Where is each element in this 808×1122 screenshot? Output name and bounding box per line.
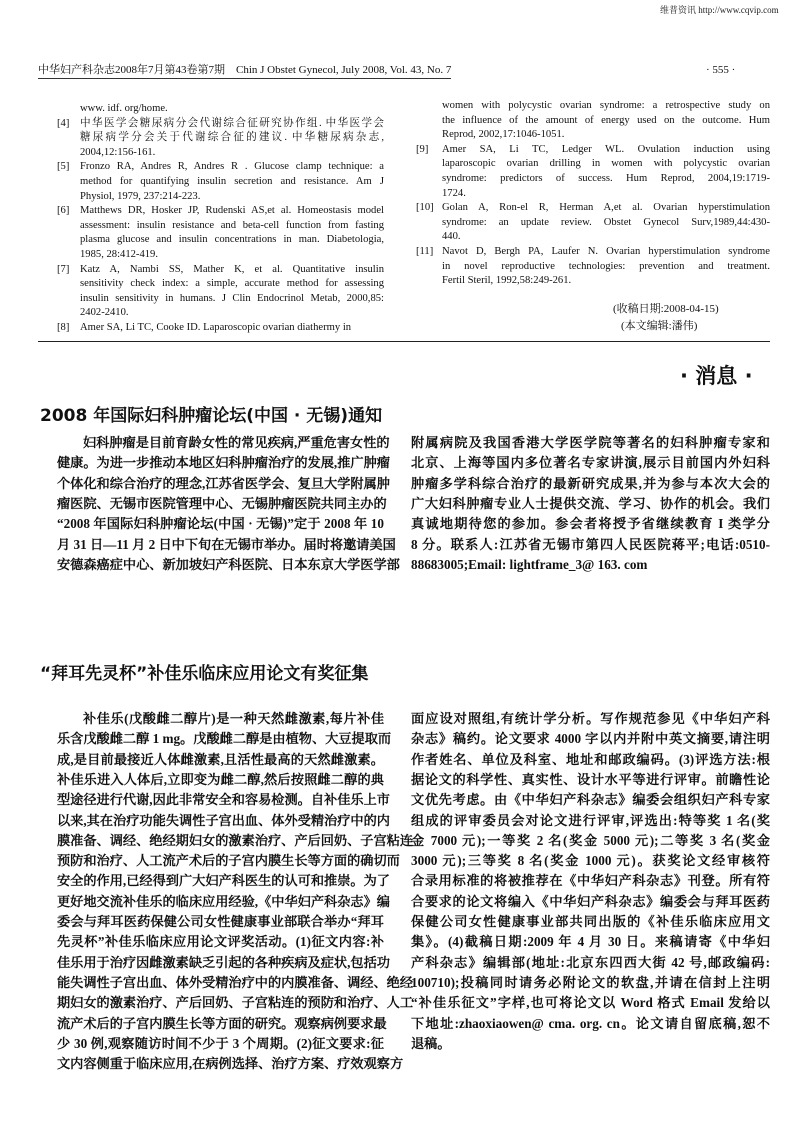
- reference-line: Physiol, 1979, 237:214-223.: [80, 190, 201, 202]
- paragraph-line: 附属病院及我国香港大学医学院等著名的妇科肿瘤专家和: [411, 435, 770, 450]
- paragraph-line: 保健公司女性健康事业部共同出版的《补佳乐临床应用文: [411, 914, 770, 929]
- paragraph-line: 3000 元);三等奖 8 名(奖金 1000 元)。获奖论文经审核符: [411, 853, 770, 869]
- paragraph-line: 膜准备、调经、绝经期妇女的激素治疗、产后回奶、子宫粘连: [57, 832, 414, 848]
- paragraph-line: 能失调性子宫出血、体外受精治疗中的内膜准备、调经、绝经: [57, 974, 414, 990]
- watermark: 维普资讯 http://www.cqvip.com: [660, 5, 779, 15]
- reference-line: Navot D, Bergh PA, Laufer N. Ovarian hyperstimulation syndrome: [442, 246, 770, 257]
- paragraph-line: 杂志》稿约。论文要求 4000 字以内并附中英文摘要,请注明: [411, 731, 770, 747]
- paragraph-line: 瘤医院、无锡市医院管理中心、无锡肿瘤医院共同主办的: [57, 495, 387, 511]
- paragraph-line: 补佳乐(戊酸雌二醇片)是一种天然雌激素,每片补佳: [83, 711, 384, 726]
- paragraph-line: 安全的作用,已经得到广大妇产科医生的认可和推崇。为了: [57, 873, 390, 889]
- paragraph-line: 期妇女的激素治疗、产后回奶、子宫粘连的预防和治疗、人工: [57, 995, 414, 1011]
- paragraph-line: 作者姓名、单位及科室、地址和邮政编码。(3)评选方法:根: [411, 751, 770, 767]
- paragraph-line: 以来,其在治疗功能失调性子宫出血、体外受精治疗中的内: [57, 812, 390, 828]
- reference-line: www. idf. org/home.: [80, 103, 168, 114]
- reference-line: 2004,12:156-161.: [80, 146, 156, 158]
- reference-line: assessment: insulin resistance and beta-cell function from fasting: [80, 219, 384, 231]
- paragraph-line: 金 7000 元);一等奖 2 名(奖金 5000 元);二等奖 3 名(奖金: [411, 832, 770, 848]
- paragraph-line: 肿瘤多学科综合治疗的最新研究成果,并为参与本次大会的: [411, 475, 770, 491]
- paragraph-line: 面应设对照组,有统计学分析。写作规范参见《中华妇产科: [411, 711, 770, 726]
- notice2-title: “拜耳先灵杯”补佳乐临床应用论文有奖征集: [40, 664, 369, 684]
- paragraph-line: 先灵杯”补佳乐临床应用论文评奖活动。(1)征文内容:补: [57, 934, 384, 950]
- reference-line: sensitivity check index: a simple, accurate method for assessing: [80, 278, 384, 290]
- reference-line: Reprod, 2002,17:1046-1051.: [442, 129, 565, 141]
- paragraph-line: 8 分。联系人:江苏省无锡市第四人民医院蒋平;电话:0510-: [411, 536, 770, 552]
- reference-number: [9]: [416, 143, 429, 155]
- paragraph-line: 乐含戊酸雌二醇 1 mg。戊酸雌二醇是由植物、大豆提取而: [57, 731, 392, 747]
- paragraph-line: 月 31 日—11 月 2 日中下旬在无锡市举办。届时将邀请美国: [57, 536, 396, 552]
- reference-number: [7]: [57, 263, 70, 275]
- paragraph-line: 补佳乐进入人体后,立即变为雌二醇,然后按照雌二醇的典: [57, 771, 384, 787]
- paragraph-line: 健康。为进一步推动本地区妇科肿瘤治疗的发展,推广肿瘤: [57, 455, 390, 471]
- editor-credit: (本文编辑:潘伟): [621, 320, 698, 332]
- paragraph-line: 少 30 例,观察随访时间不少于 3 个周期。(2)征文要求:征: [57, 1035, 384, 1051]
- paragraph-line: “2008 年国际妇科肿瘤论坛(中国 · 无锡)”定于 2008 年 10: [57, 516, 384, 532]
- reference-line: the influence of the amount of energy used on the outcome. Hum: [442, 114, 770, 126]
- paragraph-line: 文内容侧重于临床应用,在病例选择、治疗方案、疗效观察方: [57, 1056, 404, 1072]
- paragraph-line: 成,是目前最接近人体雌激素,且活性最高的天然雌激素。: [57, 751, 384, 767]
- paragraph-line: 个体化和综合治疗的理念,江苏省医学会、复旦大学附属肿: [57, 475, 390, 491]
- reference-line: Fertil Steril, 1992,58:249-261.: [442, 275, 572, 287]
- notice1-title: 2008 年国际妇科肿瘤论坛(中国 · 无锡)通知: [40, 406, 383, 426]
- paragraph-line: 100710);投稿同时请务必附论文的软盘,并请在信封上注明: [411, 974, 770, 990]
- reference-number: [11]: [416, 246, 434, 257]
- section-divider: [38, 341, 770, 342]
- reference-line: 中华医学会糖尿病分会代谢综合征研究协作组. 中华医学会: [80, 117, 384, 129]
- paragraph-line: 广大妇科肿瘤专业人士提供交流、学习、协作的机会。我们: [411, 495, 770, 511]
- paragraph-line: 据论文的科学性、真实性、设计水平等进行评审。前瞻性论: [411, 771, 770, 787]
- reference-line: laparoscopic ovarian drilling in women with polycystic ovarian: [442, 158, 770, 170]
- section-label-news: · 消息 ·: [680, 364, 753, 388]
- reference-line: in novel reproductive technologies: prevention and treatment.: [442, 260, 770, 272]
- paragraph-line: 北京、上海等国内多位著名专家讲演,展示目前国内外妇科: [411, 455, 770, 471]
- reference-line: syndrome: an update review. Obstet Gynecol Surv,1989,44:430-: [442, 216, 770, 228]
- reference-line: Matthews DR, Hosker JP, Rudenski AS,et al. Homeostasis model: [80, 205, 384, 217]
- paragraph-line: 委会与拜耳医药保健公司女性健康事业部联合举办“拜耳: [57, 914, 384, 929]
- reference-line: insulin sensitivity in humans. J Clin Endocrinol Metab, 2000,85:: [80, 292, 384, 304]
- reference-number: [10]: [416, 202, 434, 214]
- paragraph-line: 佳乐用于治疗因雌激素缺乏引起的各种疾病及症状,包括功: [57, 954, 390, 970]
- reference-line: 1985, 28:412-419.: [80, 249, 158, 260]
- reference-line: syndrome: predictors of success. Hum Reprod, 2004,19:1719-: [442, 173, 770, 184]
- paragraph-line: 更好地交流补佳乐的临床应用经验,《中华妇产科杂志》编: [57, 893, 390, 909]
- paragraph-line: 流产术后的子宫内膜生长等方面的研究。观察病例要求最: [57, 1015, 387, 1031]
- reference-line: Golan A, Ron-el R, Herman A,et al. Ovarian hyperstimulation: [442, 202, 770, 214]
- reference-line: 糖尿病学分会关于代谢综合征的建议. 中华糖尿病杂志,: [80, 132, 384, 144]
- paragraph-line: 妇科肿瘤是目前育龄女性的常见疾病,严重危害女性的: [83, 435, 390, 450]
- page-number: · 555 ·: [706, 64, 736, 76]
- paragraph-line: 合录用标准的将被推荐在《中华妇产科杂志》刊登。所有符: [411, 873, 770, 889]
- paragraph-line: 合要求的论文将编入《中华妇产科杂志》编委会与拜耳医药: [411, 893, 770, 909]
- reference-number: [8]: [57, 322, 70, 333]
- paragraph-line: 型途径进行代谢,因此非常安全和容易检测。自补佳乐上市: [57, 792, 390, 808]
- reference-line: 440.: [442, 231, 461, 243]
- paragraph-line: 产科杂志》编辑部(地址:北京东四西大街 42 号,邮政编码:: [411, 954, 770, 970]
- reference-line: Fronzo RA, Andres R, Andres R . Glucose clamp technique: a: [80, 161, 384, 173]
- reference-line: plasma glucose and insulin concentrations in man. Diabetologia,: [80, 234, 384, 246]
- paragraph-line: 真诚地期待您的参加。参会者将授予省继续教育 I 类学分: [411, 516, 770, 532]
- reference-number: [5]: [57, 161, 70, 173]
- paragraph-line: 组成的评审委员会对论文进行评审,评选出:特等奖 1 名(奖: [411, 812, 770, 828]
- reference-line: method for quantifying insulin secretion and resistance. Am J: [80, 176, 384, 187]
- reference-line: Amer SA, Li TC, Ledger WL. Ovulation induction using: [442, 143, 770, 155]
- reference-number: [6]: [57, 205, 70, 217]
- reference-line: 1724.: [442, 187, 466, 199]
- reference-line: women with polycystic ovarian syndrome: a retrospective study on: [442, 100, 770, 111]
- paragraph-line: 退稿。: [411, 1035, 451, 1051]
- received-date: (收稿日期:2008-04-15): [613, 303, 719, 315]
- paragraph-line: 集》。(4)截稿日期:2009 年 4 月 30 日。来稿请寄《中华妇: [411, 934, 770, 950]
- paragraph-line: 安德森癌症中心、新加坡妇产科医院、日本东京大学医学部: [57, 556, 400, 572]
- paragraph-line: “补佳乐征文”字样,也可将论文以 Word 格式 Email 发给以: [411, 995, 770, 1011]
- paragraph-line: 下地址:zhaoxiaowen@ cma. org. cn。论文请自留底稿,恕不: [411, 1015, 770, 1031]
- reference-number: [4]: [57, 117, 70, 129]
- paragraph-line: 文优先考虑。由《中华妇产科杂志》编委会组织妇产科专家: [411, 792, 770, 808]
- reference-line: Katz A, Nambi SS, Mather K, et al. Quantitative insulin: [80, 263, 384, 275]
- reference-line: Amer SA, Li TC, Cooke ID. Laparoscopic ovarian diathermy in: [80, 322, 352, 333]
- paragraph-line: 88683005;Email: lightframe_3@ 163. com: [411, 556, 648, 572]
- reference-line: 2402-2410.: [80, 307, 129, 319]
- running-header: 中华妇产科杂志2008年7月第43卷第7期 Chin J Obstet Gynecol, July 2008, Vol. 43, No. 7: [38, 63, 451, 79]
- paragraph-line: 预防和治疗、人工流产术后的子宫内膜生长等方面的确切而: [57, 853, 400, 869]
